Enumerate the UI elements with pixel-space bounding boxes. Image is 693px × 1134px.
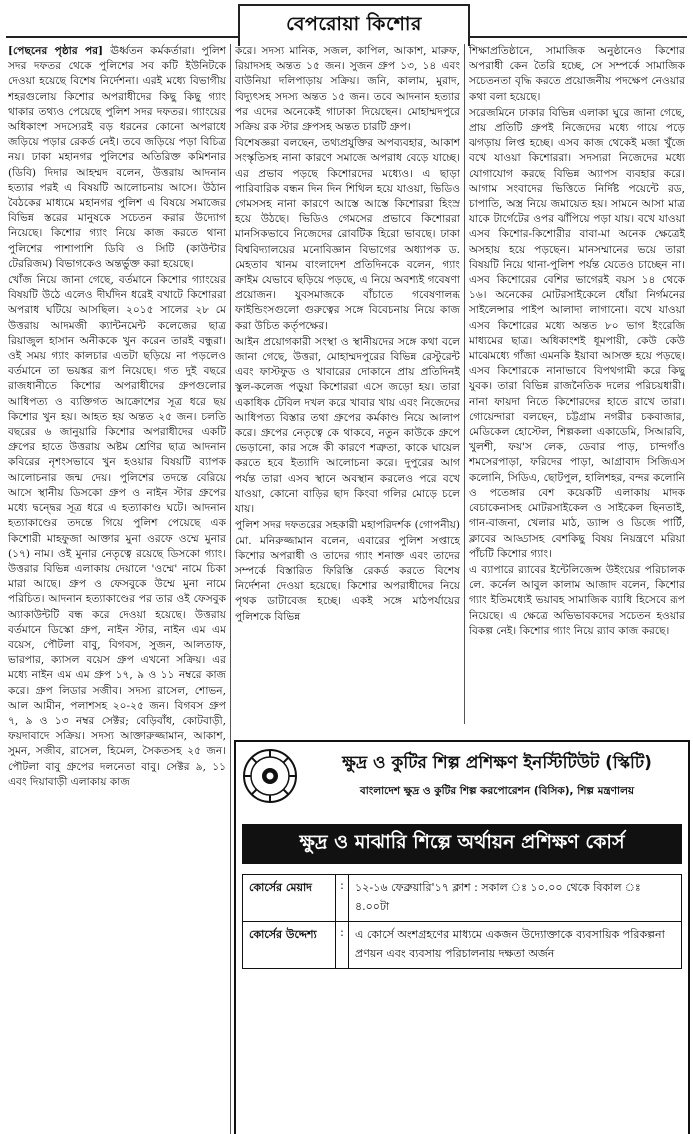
continued-from-label: [পেছনের পৃষ্ঠার পর]	[8, 45, 104, 57]
table-row	[243, 875, 682, 922]
paragraph: পুলিশ সদর দফতরের সহকারী মহাপরিদর্শক (গোপনীয়) মো. মনিরুজ্জামান বলেন, এবারের পুলিশ সপ্তাহে কিশোর অপরাধী ও তাদের গ্যাং শনাক্ত এবং তাদের সম্পর্কে বিস্তারিত ফিরিস্তি রেকর্ড করতে বিশেষ নির্দেশনা দেওয়া হয়েছে। কিশোর অপরাধীদের নিয়ে পৃথক ডাটাবেজ হচ্ছে। একই সঙ্গে মাঠপর্যায়ের পুলিশকে বিভিন্ন	[235, 519, 460, 623]
headline: বেপরোয়া কিশোর	[286, 13, 422, 35]
paragraph-text: খোঁজ নিয়ে জানা গেছে, বর্তমানে কিশোর গ্যাংয়ের বিষয়টি উঠে এলেও দীর্ঘদিন ধরেই বখাটে কিশোররা অপরাধ ঘটিয়ে আসছিল। ২০১৫ সালের ২৮ মে উত্তরায় আদমজী ক্যান্টনমেন্ট কলেজের ছাত্র রিয়াজুল হাসান অনীককে খুন করেন তারই বন্ধুরা। ওই সময় গ্যাং কালচার এতটা ছড়িয়ে না পড়লেও বর্তমানে তা ভয়ঙ্কর রূপ নিয়েছে। গত দুই বছরে রাজধানীতে কিশোর অপরাধীদের গ্রুপগুলোর আধিপত্য ও ব্যক্তিগত আক্রোশের সূত্র ধরে ছয় কিশোর খুন হয়। আহত হয় অন্তত ২৫ জন। চলতি বছরের ৬ জানুয়ারি কিশোর অপরাধীদের একটি গ্রুপের হাতে উত্তরায় অষ্টম শ্রেণির ছাত্র আদনান কবিরের নৃশংসভাবে খুন হওয়ার বিষয়টি ব্যাপক আলোচনার জন্ম দেয়। পুলিশের তদন্তে বেরিয়ে আসে স্থানীয় ডিসকো গ্রুপ ও নাইন স্টার গ্রুপের মধ্যে দ্বন্দ্বের সূত্র ধরে এ হত্যাকাণ্ড ঘটে। আদনান হত্যাকাণ্ডের তদন্তে গিয়ে পুলিশ পেয়েছে এক কিশোরী মাহফুজা আক্তার মুনা ওরফে ওম্মে মুনার (১৭) নাম। ওই মুনার নেতৃত্বে রয়েছে ডিসকো গ্যাং। উত্তরার বিভিন্ন এলাকায় দেয়ালে 'ওম্মে' নামে চিকা মারা আছে। গ্রুপ ও ফেসবুকে উম্মে মুনা নামে পরিচিত। আদনান হত্যাকাণ্ডের পর তার ওই ফেসবুক অ্যাকাউন্টটি বন্ধ করে দেওয়া হয়েছে। উত্তরায় বর্তমানে ডিস্কো গ্রুপ, নাইন স্টার, নাইন এম এম বয়েস, পৌটলা বাবু, বিগবস, সুজন, আলতাফ, ভারপার, ক্যাসল বয়েস গ্রুপ এখনো সক্রিয়। এর মধ্যে নাইন এম এম গ্রুপ ১৭, ৯ ও ১১ নম্বরে কাজ করে। গ্রুপ লিডার সজীব। সদস্য রাসেল, শোভন, আল আমীন, পলাশসহ ২০-২৫ জন। বিগবস গ্রুপ ৭, ৯ ও ১৩ নম্বর সেক্টর; বেড়িবাঁধ, কোটবাড়ী, ফয়দাবাদে সক্রিয়। সদস্য আক্তারুজ্জামান, আকাশ, সুমন, সজীব, রাসেল, হিমেল, সৈকতসহ ২৫ জন। পৌটলা বাবু গ্রুপের দলনেতা বাবু। সেক্টর ৯, ১১ এবং দিয়াবাড়ী এলাকায় কাজ	[8, 274, 226, 788]
row-separator: :	[336, 875, 349, 922]
advert-subtitle: বাংলাদেশ ক্ষুদ্র ও কুটির শিল্প করপোরেশন (বিসিক), শিল্প মন্ত্রণালয়	[359, 785, 635, 797]
paragraph: শিক্ষাপ্রতিষ্ঠানে, সামাজিক অনুষ্ঠানেও কিশোর অপরাধী কেন তৈরি হচ্ছে, সে সম্পর্কে সামাজিক সচেতনতা বৃদ্ধি করতে প্রয়োজনীয় পদক্ষেপ নেওয়ার কথা বলা হয়েছে।	[469, 45, 685, 103]
advert-banner: ক্ষুদ্র ও মাঝারি শিল্পে অর্থায়ন প্রশিক্ষণ কোর্স	[242, 824, 682, 864]
paragraph: করে। সদস্য মানিক, সজল, কাপিল, আকাশ, মারুফ, রিয়াদসহ অন্তত ১৫ জন। সুজন গ্রুপ ১৩, ১৪ এবং বাউনিয়া দলিপাড়ায় সক্রিয়। জনি, কালাম, মুরাদ, বিদ্যুৎসহ সদস্য অন্তত ১৫ জন। তবে আদনান হত্যার পর এদের অনেকেই গাঢাকা দিয়েছেন। মোহাম্মদপুরে সক্রিয় রক স্টার গ্রুপসহ অন্তত চারটি গ্রুপ।	[235, 45, 460, 134]
paragraph: আইন প্রয়োগকারী সংস্থা ও স্থানীয়দের সঙ্গে কথা বলে জানা গেছে, উত্তরা, মোহাম্মদপুরের বিভিন্ন রেস্টুরেন্ট এবং ফাস্টফুড ও খাবারের দোকানে প্রায় প্রতিদিনই স্কুল-কলেজ পড়ুয়া কিশোররা এসে জড়ো হয়। তারা একাধিক টেবিল দখল করে খাবার খায় এবং নিজেদের আধিপত্য বিস্তার তথা গ্রুপের কর্মকাণ্ড নিয়ে আলাপ করে। গ্রুপের নেতৃত্বে কে থাকবে, নতুন কাউকে গ্রুপে ভেড়ানো, কার সঙ্গে কী কারণে শত্রুতা, কাকে ঘায়েল করতে হবে ইত্যাদি আলোচনা করে। দুপুরের আগ পর্যন্ত তারা এসব স্থানে অবস্থান করলেও পরে বখে যাওয়া, কোনো বাড়ির ছাদ কিংবা গলির মোড়ে চলে যায়।	[235, 335, 460, 516]
bscic-seal-icon	[242, 748, 298, 804]
advertisement	[234, 740, 690, 1134]
row-value: ১২-১৬ ফেব্রুয়ারি'১৭ ক্লাশ : সকাল ঃ ১০.০০ থেকে বিকাল ঃ ৪.০০টা	[349, 875, 682, 922]
paragraph: সরেজমিনে ঢাকার বিভিন্ন এলাকা ঘুরে জানা গেছে, প্রায় প্রতিটি গ্রুপই নিজেদের মধ্যে গায়ে পড়ে ঝগড়ায় লিপ্ত হচ্ছে। এসব কাজ থেকেই মজা খুঁজে বখে যাওয়া কিশোররা। সদস্যরা নিজেদের মধ্যে যোগাযোগ করছে বিভিন্ন অ্যাপস ব্যবহার করে। আগাম সংবাদের ভিত্তিতে নির্দিষ্ট পয়েন্টে রড, চাপাতি, অস্ত্র নিয়ে জমায়েত হয়। সামনে আসা মাত্র যাকে টার্গেটের ওপর ঝাঁপিয়ে পড়া যায়। বখে যাওয়া এসব কিশোর-কিশোরীর বাবা-মা অনেক ক্ষেত্রেই অসহায় হয়ে পড়ছেন। মানসম্মানের ভয়ে তারা বিষয়টি নিয়ে থানা-পুলিশ পর্যন্ত যেতেও চাচ্ছেন না। এসব কিশোরের বেশির ভাগেরই বয়স ১৪ থেকে ১৬। অনেকের মোটরসাইকেলে ধোঁয়া নির্গমনের সাইলেন্সার পাইপ আলাদা লাগানো। বখে যাওয়া এসব কিশোরের মধ্যে অন্তত ৮০ ভাগ ইংরেজি মাধ্যমের ছাত্র। অধিকাংশই ধূমপায়ী, কেউ কেউ মাঝেমধ্যে গাঁজা এমনকি ইয়াবা আসক্ত হয়ে পড়ছে। এসব কিশোরকে নানাভাবে বিপথগামী করে কিছু যুবক। তারা বিভিন্ন রাজনৈতিক দলের পরিচয়ধারী। নানা ফায়দা নিতে কিশোরদের হাতে রাখে তারা। গোয়েন্দারা বলছেন, চট্টগ্রাম নগরীর চকবাজার, মেডিকেল হোস্টেল, শিল্পকলা একাডেমি, সিআরবি, খুলশী, ফয়'স লেক, ডেবার পাড়, চান্দগাঁও শমসেরপাড়া, ফরিদের পাড়া, আগ্রাবাদ সিজিএস কলোনি, সিডিএ, ছোটপুল, হালিশহর, বন্দর কলোনি ও পতেঙ্গার বেশ কয়েকটি এলাকায় মাদক বেচাকেনাসহ মোটরসাইকেল ও সাইকেল ছিনতাই, গান-বাজনা, খেলার মাঠ, ড্যান্স ও ডিজে পার্টি, ক্লাবের আড্ডাসহ বেশকিছু বিষয় নিয়ন্ত্রণে মরিয়া পাঁচটি কিশোর গ্যাং।	[469, 106, 685, 560]
article-column-3	[469, 44, 685, 720]
column-divider	[230, 44, 231, 1134]
course-info-table	[242, 874, 682, 969]
article-column-2	[235, 44, 460, 724]
advert-title: ক্ষুদ্র ও কুটির শিল্প প্রশিক্ষণ ইনস্টিটিউট (স্কিটি)	[342, 753, 652, 773]
article-column-1	[8, 44, 226, 1134]
column-divider	[464, 44, 465, 724]
headline-box	[238, 4, 470, 46]
row-key: কোর্সের উদ্দেশ্য	[243, 922, 336, 969]
paragraph	[8, 273, 226, 790]
paragraph: বিশেষজ্ঞরা বলছেন, তথ্যপ্রযুক্তির অপব্যবহার, আকাশ সংস্কৃতিসহ নানা কারণে সমাজে অপরাধ বেড়ে যাচ্ছে। এর প্রভাব পড়ছে কিশোরদের মধ্যেও। এ ছাড়া পারিবারিক বন্ধন দিন দিন শিথিল হয়ে যাওয়া, ভিডিও গেমসসহ নানা কারণে আস্তে আস্তে কিশোররা হিংস্র হয়ে উঠছে। ভিডিও গেমসের প্রভাবে কিশোররা মানসিকভাবে নিজেদের রোবটিক হিরো ভাবছে। ঢাকা বিশ্ববিদ্যালয়ের মনোবিজ্ঞান বিভাগের অধ্যাপক ড. মেহতাব খানম বাংলাদেশ প্রতিদিনকে বলেন, গ্যাং ক্রাইম যেভাবে ছড়িয়ে পড়ছে, এ নিয়ে অবশ্যই গবেষণা প্রয়োজন। যুবসমাজকে বাঁচাতে গবেষণালব্ধ ফাইন্ডিংসগুলো গুরুত্বের সঙ্গে বিবেচনায় নিয়ে কাজ করা উচিত কর্তৃপক্ষের।	[235, 137, 460, 332]
row-key: কোর্সের মেয়াদ	[243, 875, 336, 922]
row-separator: :	[336, 922, 349, 969]
paragraph	[8, 44, 226, 272]
paragraph-text: ঊর্ধ্বতন কর্মকর্তারা। পুলিশ সদর দফতর থেকে পুলিশের সব কটি ইউনিটকে দেওয়া হয়েছে বিশেষ নির্দেশনা। এরই মধ্যে বিভাগীয় শহরগুলোয় কিশোর অপরাধীদের কিছু কিছু গ্যাং থাকার তথ্যও পেয়েছে পুলিশ সদর দফতর। গ্যাংয়ের অধিকাংশ সদস্যেরই বড় ধরনের কোনো অপরাধে জড়িয়ে পড়ার রেকর্ড নেই। তবে জড়িয়ে পড়া বিচিত্র নয়। ঢাকা মহানগর পুলিশের অতিরিক্ত কমিশনার (ডিবি) দিদার আহম্মদ বলেন, উত্তরায় আদনান হত্যার পরই এ বিষয়টি আলোচনায় আসে। উঠান বৈঠকের মাধ্যমে মহানগর পুলিশ এ বিষয়ে সমাজের বিভিন্ন স্তরের মানুষকে সচেতন করার উদ্যোগ নিয়েছে। কিশোর গ্যাং নিয়ে কাজ করতে থানা পুলিশের পাশাপাশি ডিবি ও সিটি (কাউন্টার টেররিজম) বিভাগকেও অন্তর্ভুক্ত করা হয়েছে।	[8, 45, 226, 270]
row-value: এ কোর্সে অংশগ্রহণের মাধ্যমে একজন উদ্যোক্তাকে ব্যবসায়িক পরিকল্পনা প্রণয়ন এবং ব্যবসায় পরিচালনায় দক্ষতা অর্জন	[349, 922, 682, 969]
advert-header	[236, 742, 688, 824]
table-row	[243, 922, 682, 969]
paragraph: এ ব্যাপারে র‌্যাবের ইন্টেলিজেন্স উইংয়ের পরিচালক লে. কর্নেল আবুল কালাম আজাদ বলেন, কিশোর গ্যাং ইতিমধ্যেই ভয়াবহ সামাজিক ব্যাধি হিসেবে রূপ নিয়েছে। এ ক্ষেত্রে অভিভাবকদের সচেতন হওয়ার বিকল্প নেই। কিশোর গ্যাং নিয়ে র‌্যাব কাজ করছে।	[469, 563, 685, 637]
